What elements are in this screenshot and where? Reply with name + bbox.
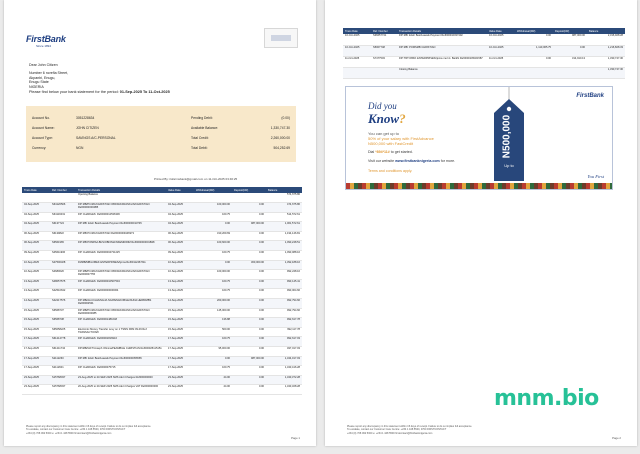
table-cell: S6561965 — [50, 241, 76, 251]
table-cell: 574,675.86 — [266, 193, 302, 203]
table-cell: S64116031 — [50, 212, 76, 222]
table-cell: Opening Balance — [76, 193, 166, 203]
table-cell: 44.00 — [194, 385, 232, 395]
statement-page-2 — [325, 0, 637, 446]
table-row — [22, 270, 302, 280]
table-cell: FIP:MB: Ezeh Best/Lawals Payment Ref000000193745 — [76, 222, 166, 232]
statement-period: 01-Sep-2025 To 11-Oct-2025 — [119, 90, 170, 94]
table-row — [22, 308, 302, 318]
table-cell: 1,330,747.30 — [587, 56, 625, 67]
table-row — [343, 67, 625, 78]
table-row — [22, 385, 302, 395]
table-cell: 992,617.78 — [266, 318, 302, 328]
table-cell: 0.00 — [232, 385, 266, 395]
table-cell: 1,093,248.51 — [266, 241, 302, 251]
table-cell: 0.00 — [515, 34, 553, 45]
table-cell: 14-Sep-2025 — [22, 299, 50, 309]
footer-line: To escalate, contact our Customer Care Centre: +234 1 448 5500, 0700 FIRSTCONTACT — [26, 428, 126, 432]
watermark: mnm.bio — [494, 386, 599, 411]
table-cell: 0.00 — [553, 45, 587, 56]
statement-intro — [29, 90, 170, 94]
ad-know: Know? — [368, 111, 406, 126]
address-line: Number 6 ncrefia Street, — [29, 70, 69, 75]
table-cell: S61214778 — [50, 337, 76, 347]
available-balance-label: Available Balance: — [191, 126, 219, 130]
table-cell: 17-Sep-2025 — [166, 366, 194, 376]
table-cell: Electronic Money Transfer Levy on 1 TSMS FRM 09-09 Ref: TRANSACTION/0 — [76, 327, 166, 337]
table-cell: 10-Oct-2025 — [487, 45, 515, 56]
table-cell: 100,600.00 — [194, 241, 232, 251]
table-cell: 992,617.03 — [266, 337, 302, 347]
pending-debit-value: (0.00) — [281, 116, 290, 120]
table-cell — [343, 67, 371, 78]
table-cell: 0.00 — [232, 231, 266, 241]
table-row — [22, 337, 302, 347]
table-cell — [553, 67, 587, 78]
table-cell: 0.00 — [232, 366, 266, 376]
table-cell: 10-Sep-2025 — [166, 270, 194, 280]
table-cell: 17-Sep-2025 — [22, 347, 50, 357]
footer-line: Please report any discrepancy in this statement within 15 days of receipt. Failure to do so implies full acceptance. — [347, 425, 473, 428]
table-row — [22, 289, 302, 299]
table-cell: 17-Sep-2025 — [22, 337, 50, 347]
logo-name: FirstBank — [26, 34, 66, 44]
table-cell: 10-Oct-2025 — [487, 34, 515, 45]
transactions-table — [343, 28, 625, 79]
total-debit-label: Total Debit: — [191, 146, 208, 150]
table-cell: FIP CHARGES: Ref0000012536306 — [76, 212, 166, 222]
firstbank-logo — [26, 34, 66, 48]
table-cell: S61211734 — [50, 347, 76, 357]
table-cell: 514,572.61 — [266, 212, 302, 222]
table-cell: S15768037 — [50, 375, 76, 385]
ad-offer-line: You can get up to — [368, 131, 399, 136]
table-cell: 992,794.66 — [266, 308, 302, 318]
account-no-label: Account No. — [32, 116, 50, 120]
table-cell: 06-Sep-2025 — [166, 241, 194, 251]
table-cell: FIP CHARGES: Ref000000006064 — [76, 289, 166, 299]
footer-line: To escalate, contact our Customer Care Centre: +234 1 448 5500, 0700 FIRSTCONTACT — [347, 428, 447, 432]
table-cell: 1,110,065.75 — [515, 45, 553, 56]
table-cell: 09-Sep-2025 — [166, 251, 194, 261]
address-line: Akpanbi, Enugu, — [29, 75, 56, 80]
table-cell: S64120506 — [50, 203, 76, 213]
table-cell: 13-Sep-2025 — [166, 279, 194, 289]
table-cell: 0.00 — [232, 327, 266, 337]
table-cell: 17-Sep-2025 — [166, 337, 194, 347]
ad-brand-logo: FirstBank — [576, 93, 604, 99]
table-cell: FIP:MB:POMPA/LBUS/OBIOMA/NKEMDIRIM Ref0000000001B28 — [76, 241, 166, 251]
table-cell: FIP:MB: Ezeh Best/Lawals Payment Ref000010037402 — [397, 34, 487, 45]
column-header: Withdrawal(DR) — [194, 187, 232, 193]
table-cell: S6568737 — [50, 308, 76, 318]
table-cell: 160.75 — [194, 251, 232, 261]
column-header: Balance — [587, 28, 625, 34]
table-cell — [232, 193, 266, 203]
table-cell: FIP/MB/GIFT/Joseph Obinna/PEAMBILE CHRISTIAN Ref000025115151 — [76, 347, 166, 357]
table-cell — [515, 67, 553, 78]
table-row — [22, 251, 302, 261]
account-no-value: 3051228634 — [76, 116, 95, 120]
table-cell: S15768037 — [50, 385, 76, 395]
table-cell: 0.00 — [232, 308, 266, 318]
table-cell: 13-Sep-2025 — [22, 279, 50, 289]
table-cell: 04-Sep-2025 — [22, 212, 50, 222]
table-row — [22, 327, 302, 337]
account-summary — [26, 106, 296, 162]
table-cell: 06-Sep-2025 — [166, 231, 194, 241]
currency-value: NGN — [76, 146, 84, 150]
statement-footer — [26, 425, 276, 435]
table-cell: 10-Sep-2025 — [166, 260, 194, 270]
column-header: Ref. Number — [371, 28, 397, 34]
table-cell: S45611906 — [50, 251, 76, 261]
table-cell: 100,000.00 — [194, 203, 232, 213]
footer-line: Please report any discrepancy in this statement within 15 days of receipt. Failure to do so implies full acceptance. — [26, 425, 152, 428]
page-number: Page 2 — [612, 436, 621, 440]
table-cell: 1,344,017.03 — [266, 356, 302, 366]
table-row — [22, 366, 302, 376]
table-cell: 11-Oct-2025 — [343, 56, 371, 67]
table-cell: 1,194,146.81 — [266, 231, 302, 241]
table-cell: 0.00 — [232, 241, 266, 251]
column-header: Value Date — [487, 28, 515, 34]
ad-offer-line: 50% of your salary with FirstAdvance — [368, 136, 434, 142]
page-number: Page 1 — [291, 436, 300, 440]
table-cell: 15-Sep-2025 — [166, 318, 194, 328]
statement-page-1 — [4, 0, 316, 446]
table-cell: FIP:MB:PC/MC/CHRISTIAN Ref0000009446973 — [76, 231, 166, 241]
table-cell — [50, 193, 76, 203]
table-cell: 06-Sep-2025 — [22, 231, 50, 241]
table-cell: FIP:TRT:OBKK ENTERPRISES/Ijoma me Int. Barkhi Ref0000105461587 — [397, 56, 487, 67]
column-header: Transaction Details — [76, 187, 166, 193]
printed-by: Printed By: ilofarmsbank@gmail.com on 11-Oct-2025 03:46:25 — [154, 177, 238, 181]
table-row — [22, 212, 302, 222]
table-cell: 44.00 — [194, 375, 232, 385]
table-cell: 310,209.69 — [194, 231, 232, 241]
table-row — [22, 318, 302, 328]
table-row — [22, 222, 302, 232]
table-cell: FIP:MB: Ezeh Best/Lawals Payment Ref000000056565 — [76, 356, 166, 366]
table-cell: 0.00 — [232, 347, 266, 357]
table-cell: 17-Sep-2025 — [166, 356, 194, 366]
table-cell: S6137724 — [50, 222, 76, 232]
logo-tag: Since 1894 — [36, 44, 52, 48]
table-row — [343, 56, 625, 67]
table-cell: S42217576 — [50, 299, 76, 309]
table-row — [22, 193, 302, 203]
table-cell: 14-Sep-2025 — [166, 299, 194, 309]
table-cell: 1,343,372.28 — [266, 375, 302, 385]
table-cell: FMMB/MB/LOBEK ENTERPRISES/Ijoma Ref00112467NG — [76, 260, 166, 270]
table-cell: 1,392,188.16 — [266, 260, 302, 270]
table-cell: 993,145.41 — [266, 279, 302, 289]
table-cell: FIP:MB: POMSMB CHRISTIAN — [397, 45, 487, 56]
table-cell: 314,910.13 — [553, 56, 587, 67]
table-cell: 23-Sep-2025 — [22, 375, 50, 385]
column-header: Trans Date — [343, 28, 371, 34]
table-cell: 06-Sep-2025 — [22, 241, 50, 251]
ad-decorative-band — [346, 183, 612, 189]
table-cell: 992,117.78 — [266, 327, 302, 337]
account-type-label: Account Type: — [32, 136, 53, 140]
table-cell: 992,248.16 — [266, 270, 302, 280]
table-cell: 23-Aug-2025 to 23-SEP-2025 SMS Alert Charges Ref000000000 — [76, 375, 166, 385]
table-cell: 136.88 — [194, 318, 232, 328]
table-cell: 17-Sep-2025 — [22, 356, 50, 366]
table-cell: 95,000.00 — [194, 347, 232, 357]
table-cell: 17-Sep-2025 — [166, 347, 194, 357]
ad-offer-text — [368, 131, 434, 147]
available-balance-value: 1,330,747.30 — [270, 126, 290, 130]
ad-tagline: You First — [587, 174, 604, 179]
table-cell: 13-Sep-2025 — [166, 289, 194, 299]
table-cell: 0.00 — [232, 251, 266, 261]
table-cell: 0.00 — [232, 203, 266, 213]
table-row — [22, 356, 302, 366]
table-cell: S5007748 — [371, 45, 397, 56]
ad-did-you: Did you — [368, 101, 397, 111]
table-cell: 300,000.00 — [232, 260, 266, 270]
table-cell: S65058225 — [50, 327, 76, 337]
address-line: Dear John Citizen — [29, 63, 58, 67]
table-cell: 1,343,328.28 — [266, 385, 302, 395]
table-cell: 04-Sep-2025 — [22, 203, 50, 213]
table-cell: 0.00 — [515, 56, 553, 67]
table-cell: 500.00 — [194, 327, 232, 337]
header-emblem-icon — [264, 28, 298, 48]
column-header: Trans Date — [22, 187, 50, 193]
table-cell: 992,794.66 — [266, 299, 302, 309]
table-cell — [487, 67, 515, 78]
table-cell: FIP CHARGES: Ref00001816916 — [76, 337, 166, 347]
statement-footer — [347, 425, 597, 435]
table-cell: 15-Sep-2025 — [22, 308, 50, 318]
table-cell: FIP CHARGES: Ref0000075715 — [76, 366, 166, 376]
ad-ussd-text: Dial *894*11# to get started. — [368, 150, 413, 154]
table-cell: 23-Sep-2025 — [166, 385, 194, 395]
did-you-know-advert — [345, 86, 613, 190]
table-cell: 160.75 — [194, 366, 232, 376]
table-cell: 0.00 — [232, 279, 266, 289]
table-cell: 993,004.66 — [266, 289, 302, 299]
table-cell: 987,000.00 — [553, 34, 587, 45]
table-cell: 474,675.86 — [266, 203, 302, 213]
table-cell: FIP:MB/ALC/CHIA/NAIJA NG/PENAKOBILE/NUNA HERB/MBS Ref00002501 — [76, 299, 166, 309]
table-cell: FIP:MB/PC/MC/CHRISTIAN OBIORA/FRANKLIN/CHRISTIAN Ref0000000085 — [76, 308, 166, 318]
table-cell: 1,330,747.30 — [587, 67, 625, 78]
table-cell: 200,000.00 — [194, 299, 232, 309]
table-cell: 160.75 — [194, 337, 232, 347]
footer-line: +234 (0) 708 062 5000 e: +234 1 448 5500 firstcontact@firstbanknigeria.com — [347, 431, 433, 435]
table-cell: 09-Sep-2025 — [22, 251, 50, 261]
table-row — [22, 241, 302, 251]
table-cell: 04-Sep-2025 — [166, 222, 194, 232]
table-cell: 23-Sep-2025 — [22, 385, 50, 395]
address-line: NIGERIA — [29, 85, 44, 90]
column-header: Transaction Details — [397, 28, 487, 34]
table-cell: S4680620 — [50, 270, 76, 280]
table-row — [22, 231, 302, 241]
customer-address — [29, 63, 68, 90]
table-cell: 11-Oct-2025 — [487, 56, 515, 67]
table-cell: 0.00 — [232, 375, 266, 385]
column-header: Withdrawal(DR) — [515, 28, 553, 34]
table-cell — [194, 193, 232, 203]
table-cell: 0.00 — [232, 212, 266, 222]
table-cell: 987,000.00 — [232, 222, 266, 232]
table-row — [22, 347, 302, 357]
transactions-table — [22, 187, 302, 395]
table-cell: S47500328 — [50, 260, 76, 270]
table-row — [22, 203, 302, 213]
table-cell: 0.00 — [232, 270, 266, 280]
table-cell — [22, 193, 50, 203]
table-cell: S2112601 — [50, 366, 76, 376]
ad-terms: Terms and conditions apply. — [368, 169, 413, 173]
total-debit-value: 504,252.69 — [273, 146, 290, 150]
address-line: Enugu State — [29, 80, 49, 85]
table-cell: 0.00 — [194, 222, 232, 232]
table-cell: 100,000.00 — [194, 270, 232, 280]
table-cell: 20-Aug-2025 to 20-SEP-2025 SMS Alert Charges VAT Ref000000000 — [76, 385, 166, 395]
table-cell: 15-Sep-2025 — [166, 327, 194, 337]
table-row — [22, 299, 302, 309]
pending-debit-label: Pending Debit: — [191, 116, 213, 120]
table-cell: 0.00 — [232, 289, 266, 299]
table-cell: FIP:MB/PC/MC/CHRISTIAN OBIORA/FRANKLIN/CHRISTIAN Ref000007755 — [76, 270, 166, 280]
table-cell: 04-Sep-2025 — [166, 212, 194, 222]
table-cell: 0.00 — [194, 260, 232, 270]
table-cell: 987,000.00 — [232, 356, 266, 366]
table-cell: S6139822 — [50, 231, 76, 241]
table-cell: 160.75 — [194, 279, 232, 289]
price-tag-icon — [484, 87, 534, 185]
table-cell: 10-Sep-2025 — [22, 270, 50, 280]
table-row — [22, 260, 302, 270]
table-cell: 497,017.03 — [266, 347, 302, 357]
account-name-label: Account Name: — [32, 126, 55, 130]
table-cell: 160.75 — [194, 289, 232, 299]
column-header: Ref. Number — [50, 187, 76, 193]
table-cell: 1,093,088.16 — [266, 251, 302, 261]
table-cell: 0.00 — [194, 356, 232, 366]
currency-label: Currency: — [32, 146, 47, 150]
table-cell: 1,216,828.33 — [587, 45, 625, 56]
table-cell: FIP CHARGES: Ref00001481648 — [76, 318, 166, 328]
account-name-value: JOHN CITIZEN — [76, 126, 99, 130]
table-cell: FIP:MB/PC/MC/CHRISTIAN OBIORA/FRANKLIN/CHRISTIAN Ref000000002B5 — [76, 203, 166, 213]
total-credit-value: 2,260,000.00 — [270, 136, 290, 140]
table-cell: 0.00 — [232, 318, 266, 328]
ad-tag-upto: Up to — [504, 163, 514, 168]
table-row — [22, 375, 302, 385]
table-cell: 04-Sep-2025 — [22, 222, 50, 232]
table-cell: 13-Sep-2025 — [22, 289, 50, 299]
column-header: Value Date — [166, 187, 194, 193]
table-row — [22, 279, 302, 289]
table-cell — [371, 67, 397, 78]
table-cell: FIP CHARGES: Ref0000010507504 — [76, 279, 166, 289]
table-row — [343, 34, 625, 45]
table-cell: 2,316,928.28 — [587, 34, 625, 45]
table-cell: 15-Sep-2025 — [166, 308, 194, 318]
ad-tag-amount: N500,000 — [501, 114, 513, 159]
table-cell: 1,343,416.28 — [266, 366, 302, 376]
table-cell: 15-Sep-2025 — [22, 327, 50, 337]
table-cell: 04-Sep-2025 — [166, 203, 194, 213]
table-cell: 15-Sep-2025 — [22, 318, 50, 328]
table-cell: 145,000.00 — [194, 308, 232, 318]
column-header: Deposit(CR) — [232, 187, 266, 193]
table-cell: S48057575 — [50, 279, 76, 289]
ad-offer-line: N500,000 with FastCredit — [368, 141, 414, 147]
table-cell: 0.00 — [232, 299, 266, 309]
table-cell: 23-Sep-2025 — [166, 375, 194, 385]
table-cell: S7477503 — [371, 56, 397, 67]
table-cell: S6568738 — [50, 318, 76, 328]
table-cell: S42510632 — [50, 289, 76, 299]
table-cell: S2112260 — [50, 356, 76, 366]
total-credit-label: Total Credit: — [191, 136, 209, 140]
table-cell: 1,061,572.61 — [266, 222, 302, 232]
table-cell: 10-Oct-2025 — [343, 34, 371, 45]
column-header: Deposit(CR) — [553, 28, 587, 34]
table-cell: 17-Sep-2025 — [22, 366, 50, 376]
column-header: Balance — [266, 187, 302, 193]
table-cell: FIP CHARGES: Ref0000004731225 — [76, 251, 166, 261]
ad-website-text: Visit our website www.firstbanknigeria.com for more. — [368, 159, 456, 163]
table-cell: 10-Oct-2025 — [343, 45, 371, 56]
intro-text: Please find below your bank statement for the period: — [29, 90, 120, 94]
table-row — [343, 45, 625, 56]
table-cell: S36657741 — [371, 34, 397, 45]
footer-line: +234 (0) 708 062 5000 e: +234 1 448 5500 firstcontact@firstbanknigeria.com — [26, 431, 112, 435]
table-cell: 160.75 — [194, 212, 232, 222]
table-cell: 10-Sep-2025 — [22, 260, 50, 270]
table-cell: 0.00 — [232, 337, 266, 347]
table-cell — [166, 193, 194, 203]
account-type-value: SAVINGS A/C-PERSONAL — [76, 136, 116, 140]
table-cell: Closing Balance — [397, 67, 487, 78]
